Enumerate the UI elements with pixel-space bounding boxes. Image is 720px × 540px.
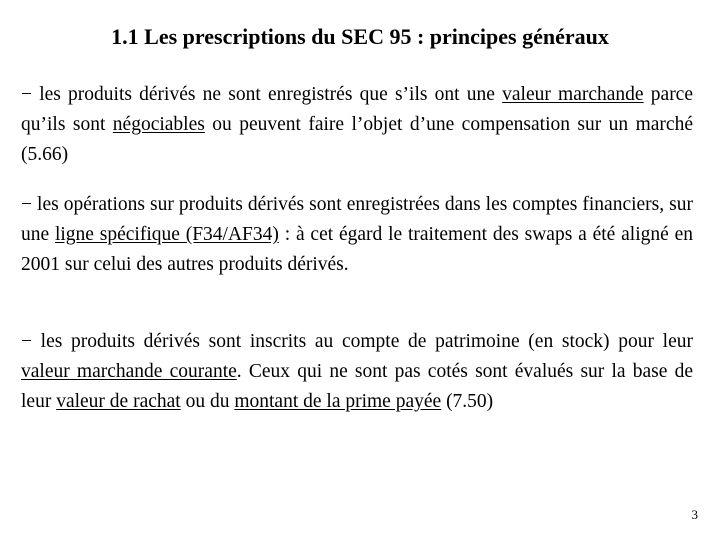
text-segment: : à cet égard le traitement des swaps a été aligné en 2001 sur celui des autres produits dérivés.: [21, 224, 693, 275]
page-number: 3: [691, 507, 698, 522]
text-segment: ou du: [180, 391, 235, 412]
paragraph-financial-accounts: [21, 190, 693, 280]
underlined-term: négociables: [112, 114, 205, 135]
paragraph-balance-sheet-valuation: [21, 327, 693, 417]
underlined-term: valeur marchande courante: [21, 361, 237, 382]
slide-title: 1.1 Les prescriptions du SEC 95 : principes généraux: [111, 24, 609, 49]
text-segment: parce qu’ils sont: [21, 84, 693, 135]
paragraph-derivatives-recording: [21, 80, 693, 170]
text-segment: − les produits dérivés sont inscrits au compte de patrimoine (en stock) pour leur: [21, 331, 693, 352]
text-segment: − les opérations sur produits dérivés sont enregistrées dans les comptes financiers, sur une: [21, 194, 693, 245]
underlined-term: valeur marchande: [502, 84, 644, 105]
underlined-term: ligne spécifique (F34/AF34): [54, 224, 279, 245]
text-segment: (7.50): [441, 391, 494, 412]
text-segment: . Ceux qui ne sont pas cotés sont évalués sur la base de leur: [21, 361, 693, 412]
underlined-term: montant de la prime payée: [234, 391, 442, 412]
text-segment: − les produits dérivés ne sont enregistrés que s’ils ont une: [21, 84, 503, 105]
text-segment: ou peuvent faire l’objet d’une compensation sur un marché (5.66): [21, 114, 693, 165]
underlined-term: valeur de rachat: [56, 391, 181, 412]
